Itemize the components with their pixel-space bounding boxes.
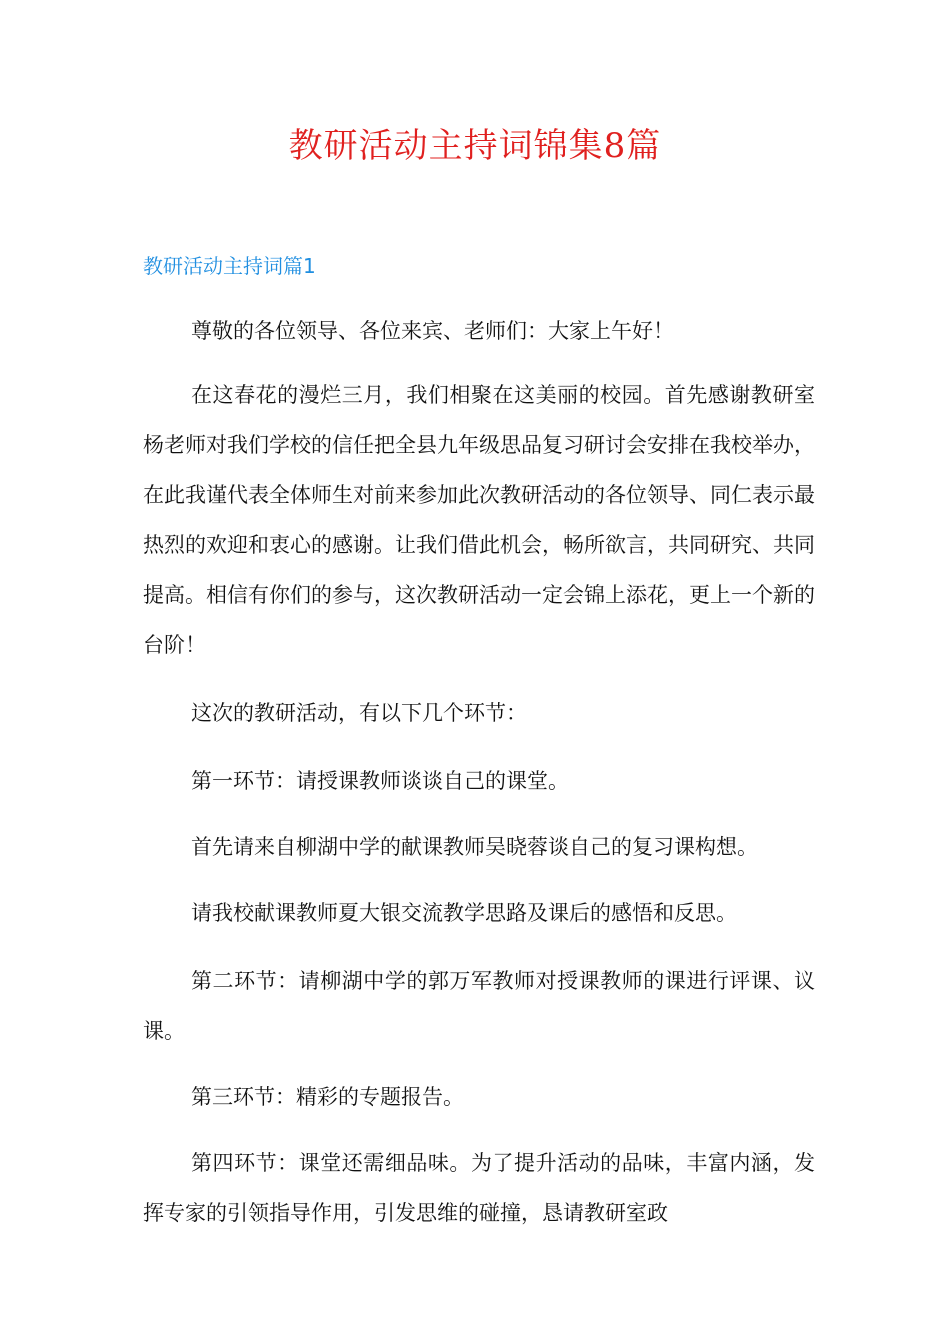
document-title: 教研活动主持词锦集8篇 — [288, 126, 662, 166]
paragraph-text: 尊敬的各位领导、各位来宾、老师们：大家上午好！ — [191, 319, 674, 343]
paragraph-step-four — [143, 1138, 815, 1238]
paragraph-text: 第四环节：课堂还需细品味。为了提升活动的品味，丰富内涵，发挥专家的引领指导作用，引发思维的碰撞，恳请教研室政 — [143, 1151, 815, 1225]
paragraph-agenda-intro — [143, 688, 815, 738]
paragraph-text: 第一环节：请授课教师谈谈自己的课堂。 — [191, 769, 569, 793]
paragraph-text: 请我校献课教师夏大银交流教学思路及课后的感悟和反思。 — [191, 901, 737, 925]
section-heading: 教研活动主持词篇1 — [143, 254, 316, 278]
paragraph-text: 这次的教研活动，有以下几个环节： — [191, 701, 527, 725]
paragraph-text: 首先请来自柳湖中学的献课教师吴晓蓉谈自己的复习课构想。 — [191, 835, 758, 859]
paragraph-step-three — [143, 1072, 815, 1122]
paragraph-teacher-xia — [143, 888, 815, 938]
paragraph-greeting — [143, 306, 815, 356]
paragraph-teacher-wu — [143, 822, 815, 872]
paragraph-step-two — [143, 956, 815, 1056]
paragraph-text: 第二环节：请柳湖中学的郭万军教师对授课教师的课进行评课、议课。 — [143, 969, 815, 1043]
paragraph-step-one — [143, 756, 815, 806]
paragraph-text: 第三环节：精彩的专题报告。 — [191, 1085, 464, 1109]
paragraph-opening — [143, 370, 815, 670]
paragraph-text: 在这春花的漫烂三月，我们相聚在这美丽的校园。首先感谢教研室杨老师对我们学校的信任把全县九年级思品复习研讨会安排在我校举办，在此我谨代表全体师生对前来参加此次教研活动的各位领导、同仁表示最热烈的欢迎和衷心的感谢。让我们借此机会，畅所欲言，共同研究、共同提高。相信有你们的参与，这次教研活动一定会锦上添花，更上一个新的台阶！ — [143, 383, 815, 657]
